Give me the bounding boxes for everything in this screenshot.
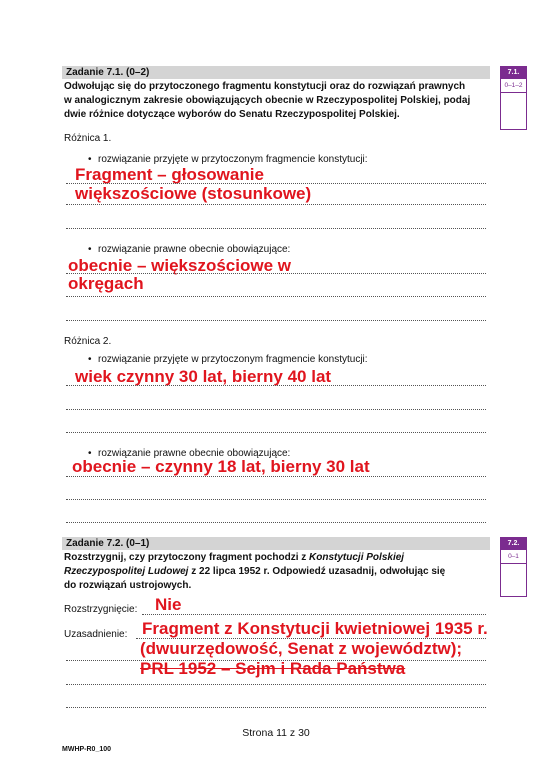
- prompt-line: do rozwiązań ustrojowych.: [64, 580, 192, 591]
- prompt-line: Odwołując się do przytoczonego fragmentu konstytucji oraz do rozwiązań prawnych: [64, 81, 466, 92]
- answer-line: [66, 476, 486, 477]
- answer-line: [66, 684, 486, 685]
- justify-label: Uzasadnienie:: [64, 629, 128, 640]
- diff2-bullet-fragment: • rozwiązanie przyjęte w przytoczonym fragmencie konstytucji:: [98, 353, 368, 366]
- task-7-1-header: [62, 66, 490, 79]
- answer-2a: wiek czynny 30 lat, bierny 40 lat: [75, 367, 332, 386]
- answer-2b: obecnie – czynny 18 lat, bierny 30 lat: [72, 457, 370, 476]
- task-7-1-title: Zadanie 7.1. (0–2): [66, 67, 150, 78]
- answer-line: [66, 499, 486, 500]
- answer-line: [142, 614, 486, 615]
- answer-line: [66, 409, 486, 410]
- answer-line: [66, 522, 486, 523]
- prompt-line: Rozstrzygnij, czy przytoczony fragment pochodzi z Konstytucji Polskiej: [64, 552, 405, 563]
- answer-1b-line1: obecnie – większościowe w: [68, 256, 291, 275]
- page-number: Strona 11 z 30: [242, 727, 310, 739]
- score-box-7-2-header: 7.2.: [501, 538, 526, 550]
- diff1-bullet-current: • rozwiązanie prawne obecnie obowiązujące:: [98, 243, 290, 256]
- answer-line: [66, 228, 486, 229]
- score-box-7-2: [500, 537, 527, 597]
- task-7-1-prompt: [64, 80, 494, 122]
- diff1-label: Różnica 1.: [64, 133, 112, 144]
- task-7-2-title: Zadanie 7.2. (0–1): [66, 538, 150, 549]
- score-box-7-1-header: 7.1.: [501, 67, 526, 79]
- answer-justify-line1: Fragment z Konstytucji kwietniowej 1935 r.: [142, 619, 488, 638]
- answer-line: [66, 707, 486, 708]
- answer-1a-line1: Fragment – głosowanie: [75, 165, 264, 184]
- prompt-line: dwie różnice dotyczące wyborów do Senatu Rzeczypospolitej Polskiej.: [64, 109, 400, 120]
- decide-label: Rozstrzygnięcie:: [64, 604, 138, 615]
- answer-line: [66, 432, 486, 433]
- diff1-bullet-fragment: • rozwiązanie przyjęte w przytoczonym fragmencie konstytucji:: [98, 153, 368, 166]
- diff2-bullet-current: • rozwiązanie prawne obecnie obowiązujące:: [98, 447, 290, 460]
- answer-justify-line3: PRL 1952 – Sejm i Rada Państwa: [140, 659, 406, 678]
- answer-line: [66, 320, 486, 321]
- score-box-7-1: [500, 66, 527, 130]
- answer-line: [66, 296, 486, 297]
- diff2-label: Różnica 2.: [64, 336, 112, 347]
- answer-justify-line2: (dwuurzędowość, Senat z województw);: [140, 639, 463, 658]
- answer-decide: Nie: [155, 595, 182, 614]
- answer-1a-line2: większościowe (stosunkowe): [75, 184, 312, 203]
- exam-code: MWHP-R0_100: [62, 746, 112, 753]
- score-box-7-2-scale: 0–1: [501, 550, 526, 564]
- task-7-2-header: [62, 537, 490, 550]
- answer-line: [66, 204, 486, 205]
- score-box-7-1-scale: 0–1–2: [501, 79, 526, 93]
- prompt-line: w analogicznym zakresie obowiązujących obecnie w Rzeczypospolitej Polskiej, podaj: [64, 95, 471, 106]
- answer-1b-line2: okręgach: [68, 274, 144, 293]
- prompt-line: Rzeczypospolitej Ludowej z 22 lipca 1952 r. Odpowiedź uzasadnij, odwołując się: [64, 566, 446, 577]
- task-7-2-prompt: [64, 551, 494, 593]
- answer-line: [66, 385, 486, 386]
